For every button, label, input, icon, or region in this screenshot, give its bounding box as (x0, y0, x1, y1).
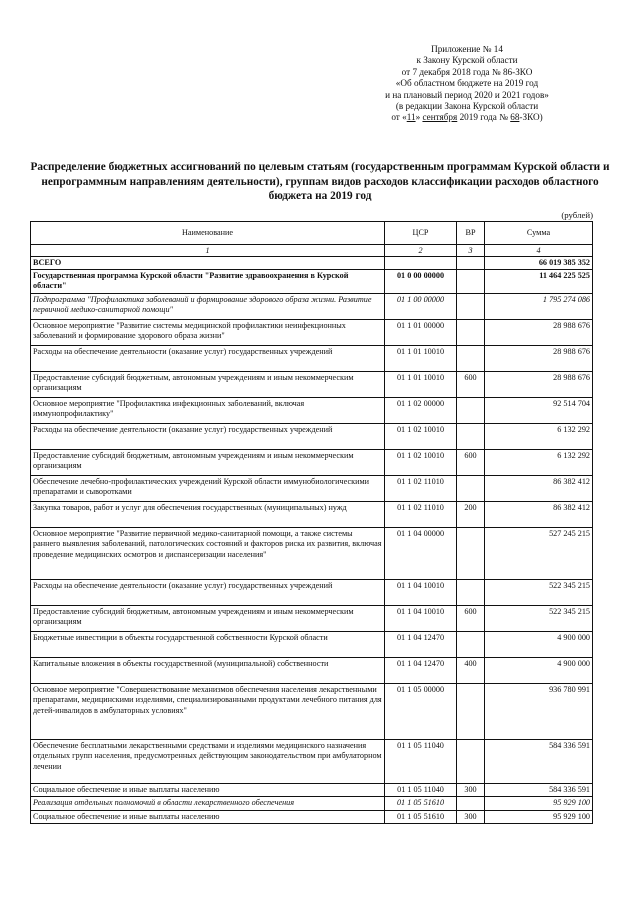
row-vr-cell (457, 346, 485, 372)
appendix-line: к Закону Курской области (416, 55, 518, 66)
row-sum-cell: 28 988 676 (485, 372, 593, 398)
row-name-cell: Предоставление субсидий бюджетным, автономным учреждениям и иным некоммерческим организациям (31, 450, 385, 476)
row-vr-cell: 300 (457, 784, 485, 797)
row-name-cell: Реализация отдельных полномочий в области лекарственного обеспечения (31, 797, 385, 810)
row-name-cell: Обеспечение лечебно-профилактических учреждений Курской области иммунобиологическими препаратами и сыворотками (31, 476, 385, 502)
column-number: 4 (485, 245, 593, 257)
row-vr-cell (457, 528, 485, 580)
row-sum-cell: 28 988 676 (485, 320, 593, 346)
amendment-mid: 2019 года № (457, 112, 511, 123)
row-sum-cell: 522 345 215 (485, 606, 593, 632)
amendment-prefix: от « (391, 112, 407, 123)
row-vr-cell (457, 424, 485, 450)
row-csr-cell: 01 1 04 00000 (385, 528, 457, 580)
table-row (31, 632, 593, 658)
amendment-day: 11 (406, 112, 416, 123)
row-sum-cell: 11 464 225 525 (485, 270, 593, 294)
row-name-cell: Расходы на обеспечение деятельности (оказание услуг) государственных учреждений (31, 580, 385, 606)
row-csr-cell: 01 1 01 10010 (385, 346, 457, 372)
table-row (31, 476, 593, 502)
table-body (31, 257, 593, 824)
row-sum-cell: 936 780 991 (485, 684, 593, 740)
column-number: 1 (31, 245, 385, 257)
amendment-month: сентября (422, 112, 458, 123)
appendix-line: Приложение № 14 (431, 44, 503, 54)
table-header-row (31, 222, 593, 245)
row-name-cell: Основное мероприятие "Развитие системы медицинской профилактики неинфекционных заболеваний и формирование здорового образа жизни" (31, 320, 385, 346)
row-vr-cell (457, 257, 485, 270)
row-sum-cell: 86 382 412 (485, 476, 593, 502)
table-row (31, 784, 593, 797)
table-row (31, 450, 593, 476)
row-csr-cell: 01 1 05 51610 (385, 797, 457, 810)
column-number-row (31, 245, 593, 257)
row-vr-cell (457, 797, 485, 810)
table-row (31, 740, 593, 784)
row-csr-cell: 01 1 05 00000 (385, 684, 457, 740)
units-label: (рублей) (561, 210, 593, 220)
table-row (31, 398, 593, 424)
row-csr-cell: 01 1 01 10010 (385, 372, 457, 398)
row-name-cell: Бюджетные инвестиции в объекты государственной собственности Курской области (31, 632, 385, 658)
table-row (31, 797, 593, 810)
row-sum-cell: 4 900 000 (485, 658, 593, 684)
row-sum-cell: 95 929 100 (485, 810, 593, 823)
appendix-line: и на плановый период 2020 и 2021 годов» (385, 89, 549, 100)
row-vr-cell: 200 (457, 502, 485, 528)
row-vr-cell (457, 270, 485, 294)
row-csr-cell: 01 0 00 00000 (385, 270, 457, 294)
table-row (31, 502, 593, 528)
table-row (31, 320, 593, 346)
table-row (31, 528, 593, 580)
row-csr-cell: 01 1 01 00000 (385, 320, 457, 346)
row-name-cell: Капитальные вложения в объекты государственной (муниципальной) собственности (31, 658, 385, 684)
row-sum-cell: 28 988 676 (485, 346, 593, 372)
row-sum-cell: 522 345 215 (485, 580, 593, 606)
row-vr-cell: 600 (457, 606, 485, 632)
row-vr-cell (457, 294, 485, 320)
row-vr-cell (457, 398, 485, 424)
row-name-cell: Государственная программа Курской области "Развитие здравоохранения в Курской области" (31, 270, 385, 294)
row-name-cell: Социальное обеспечение и иные выплаты населению (31, 784, 385, 797)
column-number: 2 (385, 245, 457, 257)
row-name-cell: Предоставление субсидий бюджетным, автономным учреждениям и иным некоммерческим организациям (31, 606, 385, 632)
row-csr-cell: 01 1 04 10010 (385, 606, 457, 632)
row-sum-cell: 6 132 292 (485, 424, 593, 450)
row-sum-cell: 527 245 215 (485, 528, 593, 580)
amendment-suffix: -ЗКО) (519, 112, 543, 123)
row-name-cell: Предоставление субсидий бюджетным, автономным учреждениям и иным некоммерческим организациям (31, 372, 385, 398)
row-vr-cell: 600 (457, 450, 485, 476)
row-sum-cell: 66 019 385 352 (485, 257, 593, 270)
row-name-cell: Основное мероприятие "Профилактика инфекционных заболеваний, включая иммунопрофилактику" (31, 398, 385, 424)
table-row (31, 658, 593, 684)
row-name-cell: Расходы на обеспечение деятельности (оказание услуг) государственных учреждений (31, 346, 385, 372)
row-name-cell: Социальное обеспечение и иные выплаты населению (31, 810, 385, 823)
appendix-header (352, 44, 582, 124)
row-csr-cell: 01 1 02 10010 (385, 424, 457, 450)
row-name-cell: ВСЕГО (31, 257, 385, 270)
row-csr-cell: 01 1 04 12470 (385, 658, 457, 684)
table-row (31, 580, 593, 606)
row-sum-cell: 6 132 292 (485, 450, 593, 476)
table-row (31, 270, 593, 294)
row-csr-cell: 01 1 05 11040 (385, 784, 457, 797)
budget-table (30, 221, 593, 824)
row-vr-cell (457, 684, 485, 740)
header-name: Наименование (31, 222, 385, 245)
row-vr-cell: 300 (457, 810, 485, 823)
row-name-cell: Подпрограмма "Профилактика заболеваний и формирование здорового образа жизни. Развитие первичной медико-санитарной помощи" (31, 294, 385, 320)
row-csr-cell: 01 1 05 51610 (385, 810, 457, 823)
row-vr-cell (457, 320, 485, 346)
row-csr-cell: 01 1 04 12470 (385, 632, 457, 658)
row-name-cell: Основное мероприятие "Совершенствование механизмов обеспечения населения лекарственными препаратами, медицинскими изделиями, специализированными продуктами лечебного питания для детей-инвалидов в амбулаторных условиях" (31, 684, 385, 740)
row-name-cell: Основное мероприятие "Развитие первичной медико-санитарной помощи, а также системы раннего выявления заболеваний, патологических состояний и факторов риска их развития, включая проведение медицинских осмотров и диспансеризации населения" (31, 528, 385, 580)
row-sum-cell: 92 514 704 (485, 398, 593, 424)
appendix-amendment-line (352, 112, 582, 123)
row-vr-cell (457, 580, 485, 606)
row-sum-cell: 584 336 591 (485, 784, 593, 797)
row-sum-cell: 95 929 100 (485, 797, 593, 810)
row-vr-cell: 400 (457, 658, 485, 684)
row-csr-cell: 01 1 02 10010 (385, 450, 457, 476)
column-number: 3 (457, 245, 485, 257)
header-csr: ЦСР (385, 222, 457, 245)
document-title: Распределение бюджетных ассигнований по целевым статьям (государственным программам Курской области и непрограммным направлениям деятельности), группам видов расходов классификации расходов областного бюджета на 2019 год (30, 161, 610, 203)
appendix-line: (в редакции Закона Курской области (395, 101, 539, 112)
header-vr: ВР (457, 222, 485, 245)
row-csr-cell: 01 1 02 11010 (385, 502, 457, 528)
amendment-number: 68 (510, 112, 520, 123)
row-vr-cell (457, 740, 485, 784)
appendix-line: «Об областном бюджете на 2019 год (395, 78, 539, 89)
table-row (31, 257, 593, 270)
row-csr-cell: 01 1 04 10010 (385, 580, 457, 606)
row-vr-cell: 600 (457, 372, 485, 398)
row-csr-cell: 01 1 02 11010 (385, 476, 457, 502)
row-sum-cell: 1 795 274 086 (485, 294, 593, 320)
table-row (31, 684, 593, 740)
table-row (31, 294, 593, 320)
row-vr-cell (457, 632, 485, 658)
row-name-cell: Обеспечение бесплатными лекарственными средствами и изделиями медицинского назначения отдельных групп населения, предусмотренных действующим законодательством при амбулаторном лечении (31, 740, 385, 784)
row-sum-cell: 584 336 591 (485, 740, 593, 784)
table-row (31, 810, 593, 823)
row-csr-cell (385, 257, 457, 270)
table-row (31, 606, 593, 632)
header-sum: Сумма (485, 222, 593, 245)
row-vr-cell (457, 476, 485, 502)
table-row (31, 372, 593, 398)
row-name-cell: Расходы на обеспечение деятельности (оказание услуг) государственных учреждений (31, 424, 385, 450)
row-sum-cell: 4 900 000 (485, 632, 593, 658)
row-csr-cell: 01 1 00 00000 (385, 294, 457, 320)
row-name-cell: Закупка товаров, работ и услуг для обеспечения государственных (муниципальных) нужд (31, 502, 385, 528)
table-row (31, 424, 593, 450)
table-row (31, 346, 593, 372)
row-csr-cell: 01 1 02 00000 (385, 398, 457, 424)
row-sum-cell: 86 382 412 (485, 502, 593, 528)
appendix-line: от 7 декабря 2018 года № 86-ЗКО (401, 66, 533, 77)
amendment-mid: » (415, 112, 423, 123)
row-csr-cell: 01 1 05 11040 (385, 740, 457, 784)
